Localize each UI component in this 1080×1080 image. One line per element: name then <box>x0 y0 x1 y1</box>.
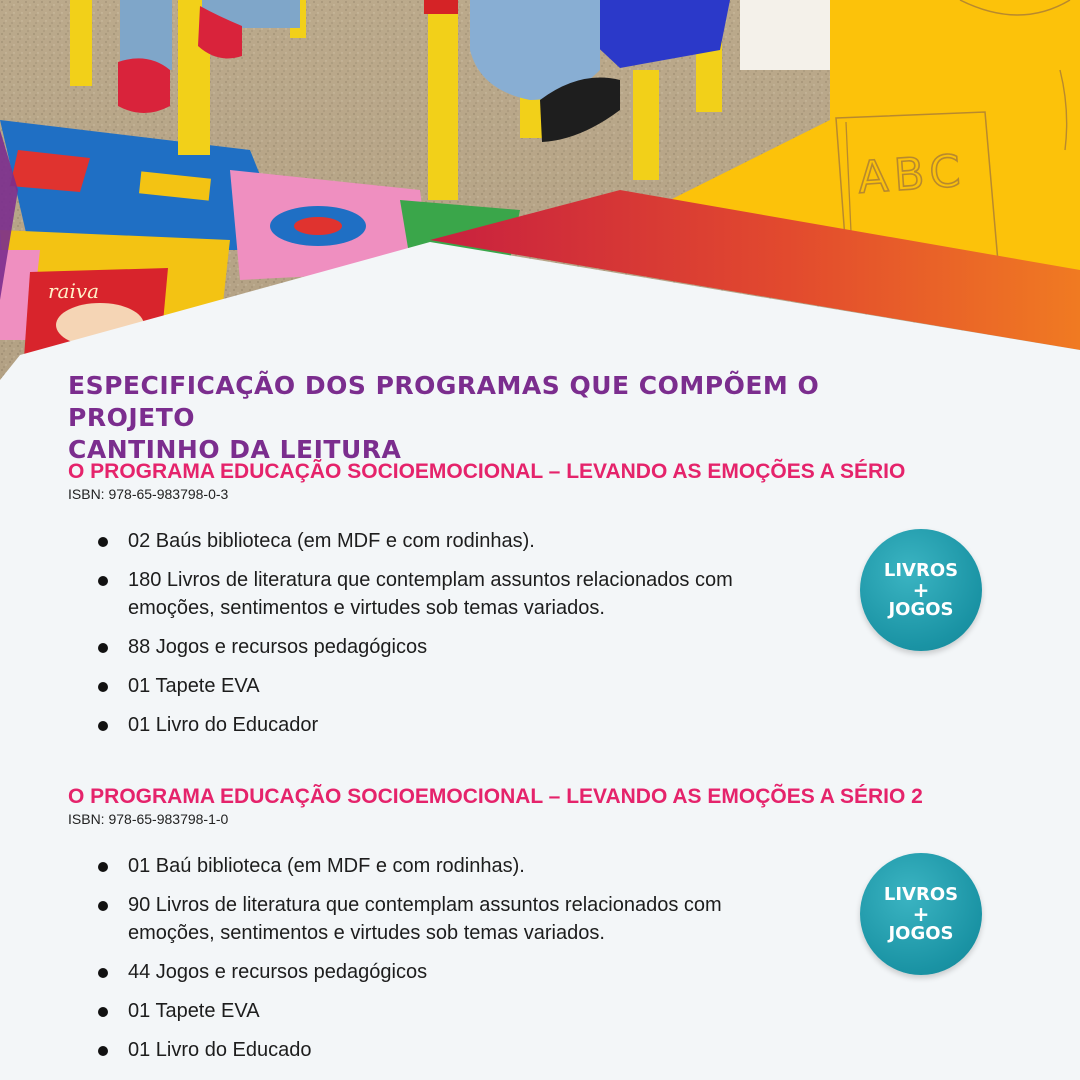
list-item: 01 Tapete EVA <box>98 672 788 700</box>
list-item: 180 Livros de literatura que contemplam assuntos relacionados com emoções, sentimentos e virtudes sob temas variados. <box>98 566 788 622</box>
program-title: O PROGRAMA EDUCAÇÃO SOCIOEMOCIONAL – LEVANDO AS EMOÇÕES A SÉRIO 2 <box>68 785 923 808</box>
bullet-icon <box>98 901 108 911</box>
list-item: 01 Livro do Educado <box>98 1036 788 1064</box>
svg-text:raiva: raiva <box>48 279 100 303</box>
program-isbn: ISBN: 978-65-983798-0-3 <box>68 486 229 502</box>
bullet-icon <box>98 682 108 692</box>
page-title-line2: CANTINHO DA LEITURA <box>68 435 402 464</box>
list-item: 90 Livros de literatura que contemplam assuntos relacionados com emoções, sentimentos e virtudes sob temas variados. <box>98 891 788 947</box>
bullet-icon <box>98 643 108 653</box>
badge-top-label: LIVROS <box>883 884 959 905</box>
list-item: 01 Baú biblioteca (em MDF e com rodinhas). <box>98 852 788 880</box>
livros-jogos-badge <box>860 853 982 975</box>
list-item: 01 Livro do Educador <box>98 711 788 739</box>
bullet-icon <box>98 968 108 978</box>
page-title <box>68 370 948 466</box>
list-item: 01 Tapete EVA <box>98 997 788 1025</box>
bullet-icon <box>98 1046 108 1056</box>
bullet-icon <box>98 721 108 731</box>
badge-plus-icon: + <box>912 902 930 926</box>
badge-bottom-label: JOGOS <box>888 923 954 944</box>
livros-jogos-badge <box>860 529 982 651</box>
list-item: 88 Jogos e recursos pedagógicos <box>98 633 788 661</box>
program-title: O PROGRAMA EDUCAÇÃO SOCIOEMOCIONAL – LEVANDO AS EMOÇÕES A SÉRIO <box>68 460 906 483</box>
list-item: 44 Jogos e recursos pedagógicos <box>98 958 788 986</box>
page-title-line1: ESPECIFICAÇÃO DOS PROGRAMAS QUE COMPÕEM O PROJETO <box>68 371 820 432</box>
bullet-icon <box>98 576 108 586</box>
program-isbn: ISBN: 978-65-983798-1-0 <box>68 811 229 827</box>
list-item: 02 Baús biblioteca (em MDF e com rodinhas). <box>98 527 788 555</box>
svg-text:ABC: ABC <box>856 145 968 204</box>
badge-top-label: LIVROS <box>883 560 959 581</box>
badge-plus-icon: + <box>912 578 930 602</box>
badge-bottom-label: JOGOS <box>888 599 954 620</box>
bullet-icon <box>98 862 108 872</box>
hero-image <box>0 0 1080 380</box>
bullet-icon <box>98 1007 108 1017</box>
bullet-icon <box>98 537 108 547</box>
